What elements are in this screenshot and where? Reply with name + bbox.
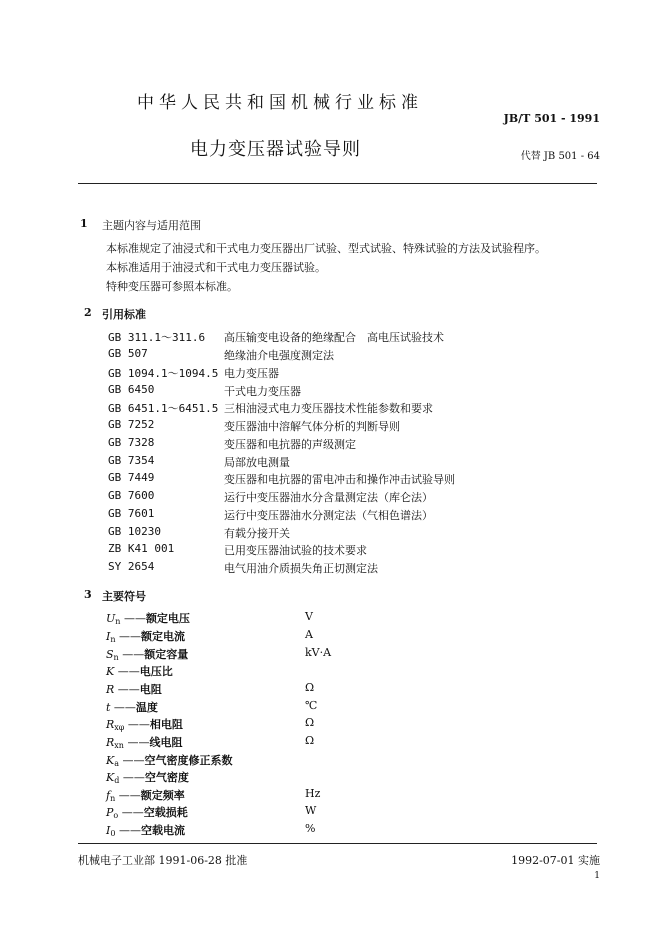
symbol-entry <box>106 610 190 626</box>
symbol-entry <box>106 769 189 785</box>
symbol-letter: U <box>106 612 116 625</box>
symbol-letter: I <box>106 824 111 837</box>
symbol-unit: Ω <box>305 734 315 747</box>
reference-code: SY 2654 <box>108 560 155 573</box>
reference-title: 运行中变压器油水分含量测定法（库仑法） <box>224 491 433 504</box>
reference-title: 电气用油介质损失角正切测定法 <box>224 562 378 575</box>
symbol-name: 额定电流 <box>141 630 186 643</box>
symbol-unit: A <box>305 628 313 641</box>
symbol-unit: kV·A <box>305 646 332 659</box>
replaces-standard: 代替 JB 501 - 64 <box>520 151 600 162</box>
symbol-letter: I <box>106 630 111 643</box>
symbol-unit: Hz <box>305 787 321 800</box>
symbol-letter: R <box>106 683 115 696</box>
symbol-name: 额定电压 <box>145 612 190 625</box>
symbol-letter: R <box>106 736 115 749</box>
reference-title: 变压器和电抗器的雷电冲击和操作冲击试验导则 <box>224 473 455 486</box>
symbol-name: 电压比 <box>139 665 173 678</box>
symbol-name: 温度 <box>135 701 158 714</box>
issuing-organization: 中华人民共和国机械行业标准 <box>137 93 423 113</box>
reference-title: 变压器油中溶解气体分析的判断导则 <box>224 420 400 433</box>
symbol-dash: —— <box>123 612 146 625</box>
reference-title: 三相油浸式电力变压器技术性能参数和要求 <box>224 402 433 415</box>
symbol-subscript: o <box>113 811 119 820</box>
symbol-subscript: n <box>110 635 116 644</box>
symbol-entry <box>106 752 233 768</box>
symbol-unit: V <box>305 610 313 623</box>
symbol-entry <box>106 663 173 679</box>
symbol-letter: K <box>106 771 115 784</box>
reference-title: 高压输变电设备的绝缘配合 高电压试验技术 <box>224 331 444 344</box>
symbol-entry <box>106 804 188 820</box>
reference-code: GB 7449 <box>108 471 155 484</box>
reference-title: 局部放电测量 <box>224 456 290 469</box>
symbol-name: 额定频率 <box>140 789 185 802</box>
reference-title: 已用变压器油试验的技术要求 <box>224 544 367 557</box>
symbol-letter: t <box>106 701 111 714</box>
reference-title: 运行中变压器油水分测定法（气相色谱法） <box>224 509 433 522</box>
reference-code: GB 7600 <box>108 489 155 502</box>
symbol-entry <box>106 699 158 715</box>
symbol-name: 空载损耗 <box>143 806 188 819</box>
section-2-title: 引用标准 <box>102 308 146 321</box>
symbol-subscript: xφ <box>114 723 125 732</box>
symbol-subscript: xn <box>114 741 124 750</box>
symbol-entry <box>106 628 185 644</box>
symbol-unit: Ω <box>305 681 315 694</box>
footer-divider <box>78 843 597 844</box>
symbol-subscript: n <box>113 653 119 662</box>
header-divider <box>78 183 597 184</box>
reference-code: GB 507 <box>108 347 148 360</box>
section-3-number: 3 <box>84 588 92 601</box>
symbol-unit: ℃ <box>305 699 318 712</box>
reference-code: ZB K41 001 <box>108 542 175 555</box>
reference-code: GB 10230 <box>108 525 161 538</box>
implementation-date: 1992-07-01 实施 <box>511 854 600 867</box>
symbol-letter: K <box>106 754 115 767</box>
symbol-dash: —— <box>119 630 142 643</box>
symbol-name: 电阻 <box>139 683 162 696</box>
reference-code: GB 6451.1～6451.5 <box>108 402 219 415</box>
reference-code: GB 7328 <box>108 436 155 449</box>
symbol-entry <box>106 822 185 838</box>
symbol-subscript: n <box>115 617 121 626</box>
symbol-name: 线电阻 <box>149 736 183 749</box>
symbol-entry <box>106 716 183 732</box>
reference-code: GB 311.1～311.6 <box>108 331 206 344</box>
page-number: 1 <box>594 871 600 881</box>
reference-title: 干式电力变压器 <box>224 385 301 398</box>
symbol-name: 空载电流 <box>140 824 185 837</box>
reference-code: GB 6450 <box>108 383 155 396</box>
symbol-letter: K <box>106 665 115 678</box>
reference-code: GB 7601 <box>108 507 155 520</box>
symbol-letter: P <box>106 806 114 819</box>
section-3-title: 主要符号 <box>102 590 146 603</box>
symbol-subscript: n <box>110 794 116 803</box>
reference-code: GB 7252 <box>108 418 155 431</box>
symbol-dash: —— <box>122 754 145 767</box>
symbol-dash: —— <box>113 701 136 714</box>
section-1-title: 主题内容与适用范围 <box>102 219 201 232</box>
reference-title: 有载分接开关 <box>224 527 290 540</box>
symbol-name: 相电阻 <box>149 718 183 731</box>
document-title: 电力变压器试验导则 <box>190 139 361 160</box>
section-1-number: 1 <box>80 217 88 230</box>
section-2-number: 2 <box>84 306 92 319</box>
symbol-unit: Ω <box>305 716 315 729</box>
symbol-name: 空气密度修正系数 <box>144 754 233 767</box>
symbol-dash: —— <box>117 683 140 696</box>
reference-code: GB 7354 <box>108 454 155 467</box>
reference-title: 绝缘油介电强度测定法 <box>224 349 334 362</box>
symbol-letter: S <box>106 648 114 661</box>
symbol-entry <box>106 787 185 803</box>
reference-code: GB 1094.1～1094.5 <box>108 367 219 380</box>
symbol-dash: —— <box>127 718 150 731</box>
symbol-unit: W <box>305 804 317 817</box>
symbol-letter: R <box>106 718 115 731</box>
symbol-dash: —— <box>117 665 140 678</box>
symbol-name: 空气密度 <box>144 771 189 784</box>
approval-info: 机械电子工业部 1991-06-28 批准 <box>78 854 248 867</box>
symbol-entry <box>106 734 182 750</box>
symbol-dash: —— <box>118 789 141 802</box>
symbol-subscript: d <box>114 776 120 785</box>
symbol-entry <box>106 646 188 662</box>
symbol-dash: —— <box>122 648 145 661</box>
symbol-subscript: 0 <box>110 829 116 838</box>
section-1-paragraph: 特种变压器可参照本标准。 <box>106 280 238 293</box>
symbol-dash: —— <box>122 771 145 784</box>
section-1-paragraph: 本标准适用于油浸式和干式电力变压器试验。 <box>106 261 326 274</box>
symbol-dash: —— <box>118 824 141 837</box>
symbol-entry <box>106 681 162 697</box>
reference-title: 变压器和电抗器的声级测定 <box>224 438 356 451</box>
symbol-dash: —— <box>121 806 144 819</box>
symbol-unit: % <box>305 822 316 835</box>
symbol-dash: —— <box>127 736 150 749</box>
reference-title: 电力变压器 <box>224 367 279 380</box>
standard-number: JB/T 501 - 1991 <box>503 112 600 125</box>
section-1-paragraph: 本标准规定了油浸式和干式电力变压器出厂试验、型式试验、特殊试验的方法及试验程序。 <box>106 242 546 255</box>
symbol-subscript: a <box>114 759 119 768</box>
symbol-name: 额定容量 <box>144 648 189 661</box>
symbol-letter: f <box>106 789 111 802</box>
